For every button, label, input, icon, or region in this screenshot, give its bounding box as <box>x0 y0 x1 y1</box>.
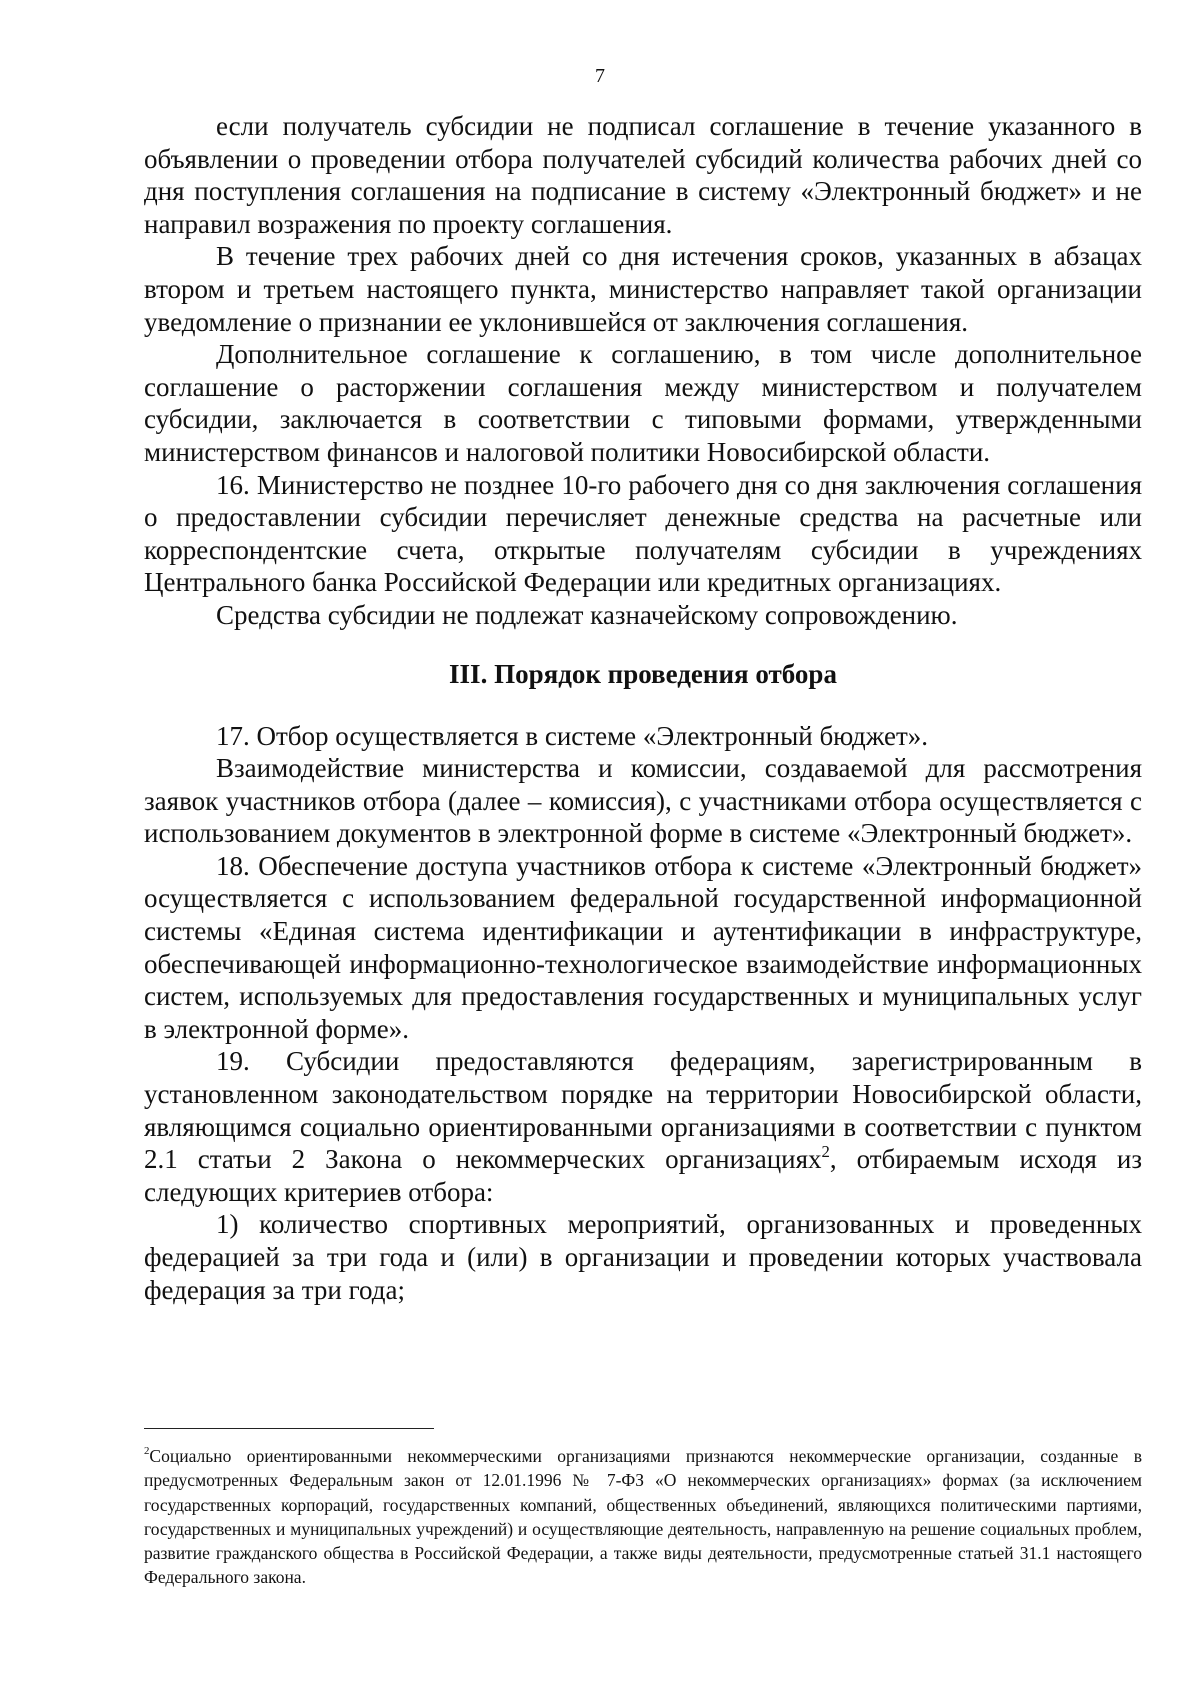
footnote-reference: 2 <box>821 1141 830 1161</box>
footnote-separator <box>144 1428 434 1429</box>
paragraph-interaction: Взаимодействие министерства и комиссии, создаваемой для рассмотрения заявок участников отбора (далее – комиссия), с участниками отбора осуществляется с использованием документов в электронной форме в системе «Электронный бюджет». <box>144 753 1142 849</box>
paragraph-item-18: 18. Обеспечение доступа участников отбора к системе «Электронный бюджет» осуществляется с использованием федеральной государственной информационной системы «Единая система идентификации и аутентификации в инфраструктуре, обеспечивающей информационно-технологическое взаимодействие информационных систем, используемых для предоставления государственных и муниципальных услуг в электронной форме». <box>144 850 1142 1044</box>
footnote <box>144 1444 1142 1590</box>
paragraph-item-19-text: 19. Субсидии предоставляются федерациям, зарегистрированным в установленном законодательством порядке на территории Новосибирской области, являющимся социально ориентированными организациями в соответствии с пунктом 2.1 статьи 2 Закона о некоммерческих организациях <box>144 1046 1142 1175</box>
paragraph-criterion-1: 1) количество спортивных мероприятий, организованных и проведенных федерацией за три года и (или) в организации и проведении которых участвовала федерация за три года; <box>144 1209 1142 1305</box>
document-body <box>144 110 1142 1306</box>
section-heading: III. Порядок проведения отбора <box>449 658 837 689</box>
paragraph-item-17: 17. Отбор осуществляется в системе «Электронный бюджет». <box>216 720 929 751</box>
paragraph-item-16: 16. Министерство не позднее 10-го рабочего дня со дня заключения соглашения о предоставлении субсидии перечисляет денежные средства на расчетные или корреспондентские счета, открытые получателям субсидии в учреждениях Центрального банка Российской Федерации или кредитных организациях. <box>144 469 1142 598</box>
paragraph-item-19-tail: , отбираемым исходя из следующих критериев отбора: <box>144 1144 1142 1207</box>
footnote-marker: 2 <box>144 1445 150 1458</box>
paragraph-evasion-notice: В течение трех рабочих дней со дня истечения сроков, указанных в абзацах втором и третьем настоящего пункта, министерство направляет такой организации уведомление о признании ее уклонившейся от заключения соглашения. <box>144 241 1142 337</box>
page-number: 7 <box>595 65 605 87</box>
paragraph-additional-agreement: Дополнительное соглашение к соглашению, в том числе дополнительное соглашение о расторжении соглашения между министерством и получателем субсидии, заключается в соответствии с типовыми формами, утвержденными министерством финансов и налоговой политики Новосибирской области. <box>144 339 1142 467</box>
paragraph-treasury-support: Средства субсидии не подлежат казначейскому сопровождению. <box>216 599 958 630</box>
footnote-text: Социально ориентированными некоммерческими организациями признаются некоммерческие организации, созданные в предусмотренных Федеральным закон от 12.01.1996 № 7-ФЗ «О некоммерческих организациях» формах (за исключением государственных корпораций, государственных компаний, общественных объединений, являющихся политическими партиями, государственных и муниципальных учреждений) и осуществляющие деятельность, направленную на решение социальных проблем, развитие гражданского общества в Российской Федерации, а также виды деятельности, предусмотренные статьей 31.1 настоящего Федерального закона. <box>144 1446 1142 1588</box>
paragraph-item-19 <box>144 1045 1142 1208</box>
paragraph-recipient-not-signed: если получатель субсидии не подписал соглашение в течение указанного в объявлении о проведении отбора получателей субсидий количества рабочих дней со дня поступления соглашения на подписание в систему «Электронный бюджет» и не направил возражения по проекту соглашения. <box>144 111 1142 239</box>
